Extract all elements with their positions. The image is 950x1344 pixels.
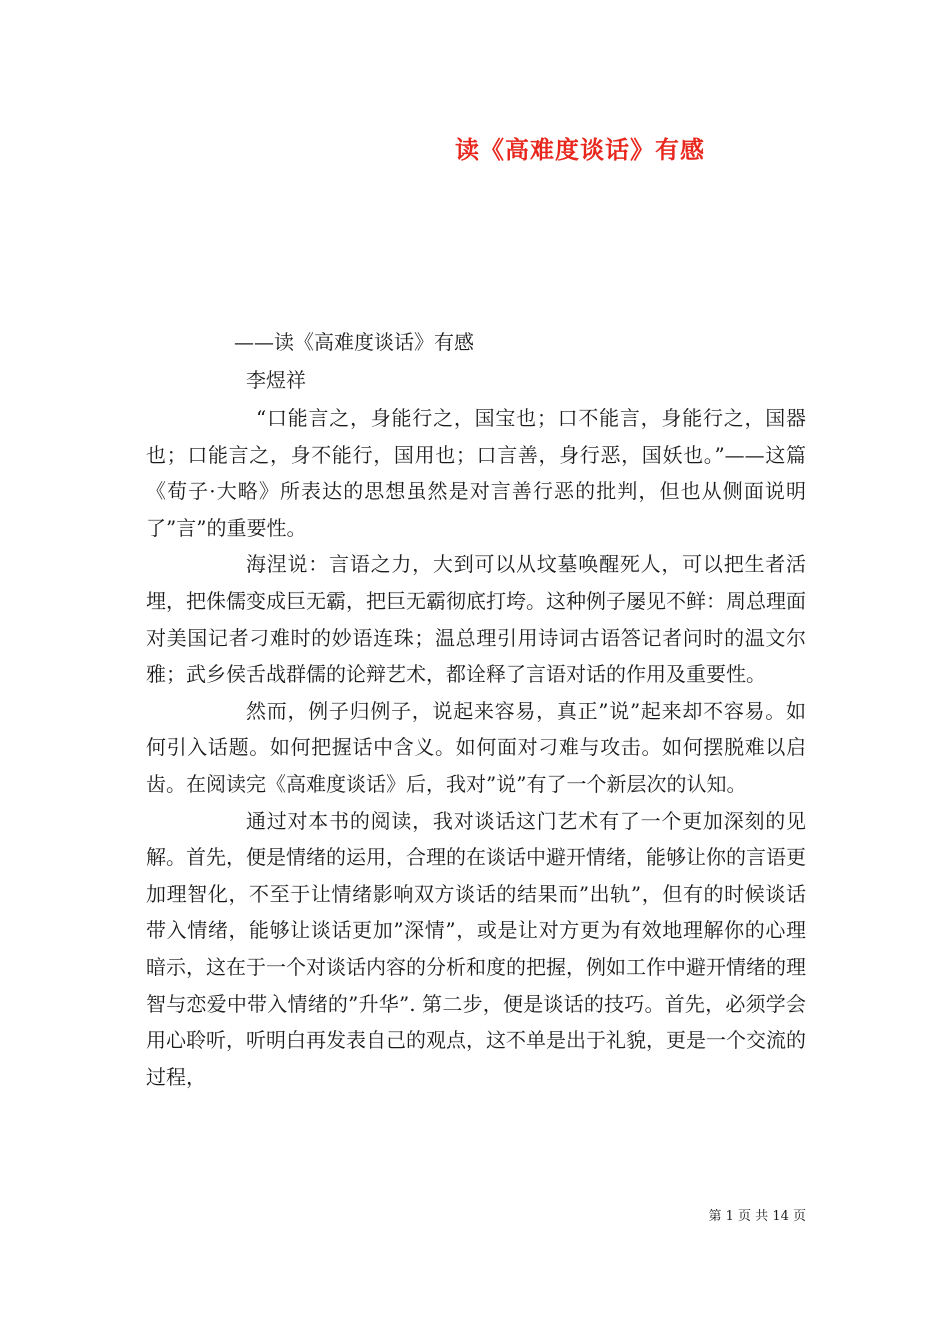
document-body bbox=[146, 400, 806, 1095]
document-author: 李煜祥 bbox=[246, 368, 306, 392]
title-area bbox=[0, 0, 950, 200]
paragraph-3: 然而，例子归例子，说起来容易，真正”说”起来却不容易。如何引入话题。如何把握话中含义。如何面对刁难与攻击。如何摆脱难以启齿。在阅读完《高难度谈话》后，我对”说”有了一个新层次的认知。 bbox=[146, 698, 806, 796]
paragraph-4: 通过对本书的阅读，我对谈话这门艺术有了一个更加深刻的见解。首先，便是情绪的运用，合理的在谈话中避开情绪，能够让你的言语更加理智化，不至于让情绪影响双方谈话的结果而”出轨”，但有的时候谈话带入情绪，能够让谈话更加”深情”，或是让对方更为有效地理解你的心理暗示，这在于一个对谈话内容的分析和度的把握，例如工作中避开情绪的理智与恋爱中带入情绪的”升华”. 第二步，便是谈话的技巧。首先，必须学会用心聆听，听明白再发表自己的观点，这不单是出于礼貌，更是一个交流的过程， bbox=[146, 808, 806, 1089]
document-subtitle: ——读《高难度谈话》有感 bbox=[234, 330, 474, 354]
page-footer: 第 1 页 共 14 页 bbox=[708, 1209, 806, 1224]
paragraph-2: 海涅说：言语之力，大到可以从坟墓唤醒死人，可以把生者活埋，把侏儒变成巨无霸，把巨无霸彻底打垮。这种例子屡见不鲜：周总理面对美国记者刁难时的妙语连珠；温总理引用诗词古语答记者问时的温文尔雅；武乡侯舌战群儒的论辩艺术，都诠释了言语对话的作用及重要性。 bbox=[146, 552, 806, 687]
document-title: 读《高难度谈话》有感 bbox=[455, 135, 705, 164]
paragraph-1: “口能言之，身能行之，国宝也；口不能言，身能行之，国器也；口能言之，身不能行，国用也；口言善，身行恶，国妖也。”——这篇《荀子·大略》所表达的思想虽然是对言善行恶的批判，但也从侧面说明了”言”的重要性。 bbox=[146, 406, 806, 540]
